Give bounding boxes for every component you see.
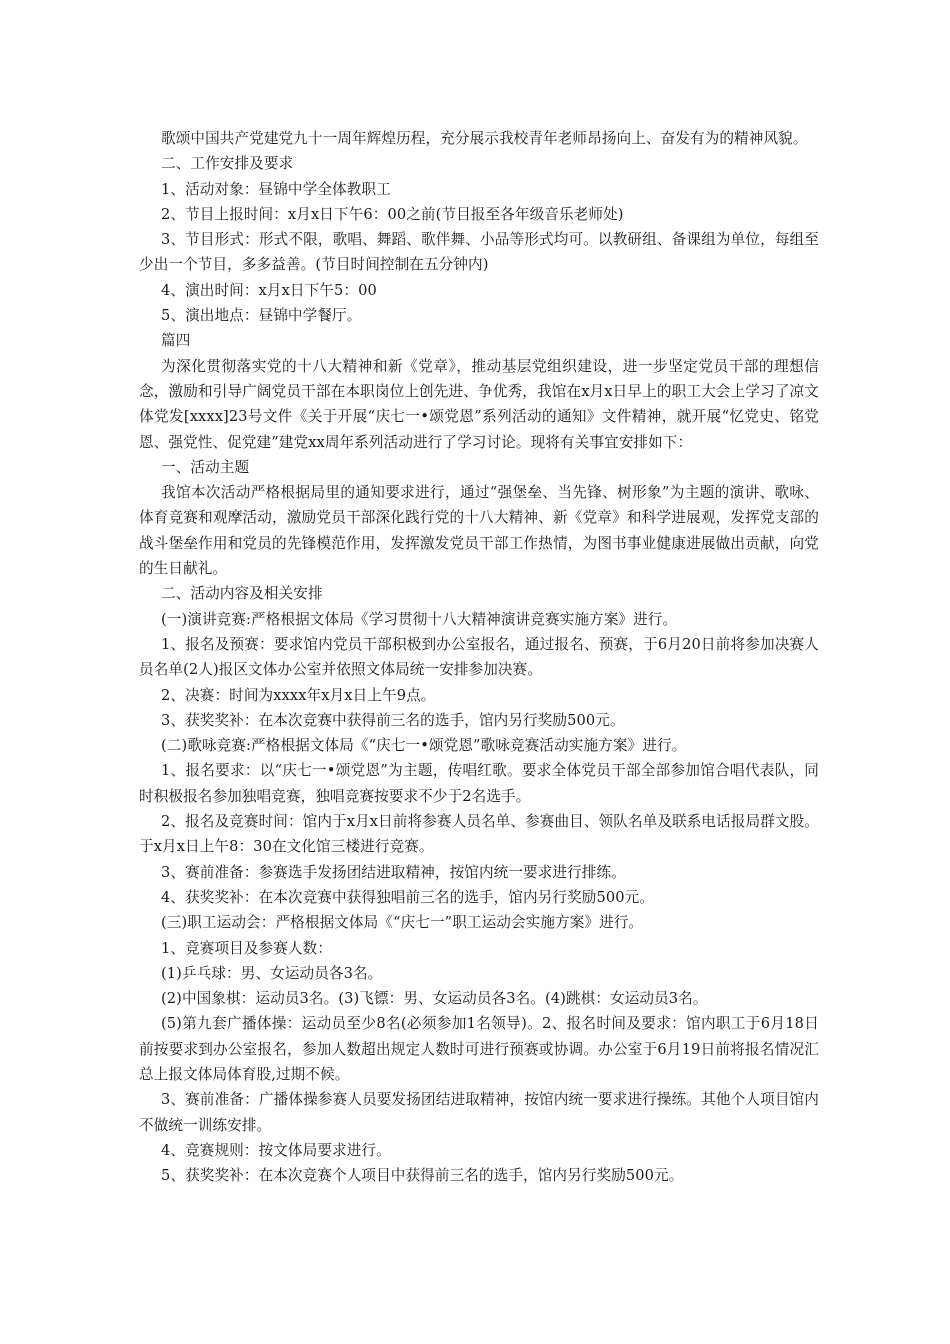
paragraph: 2、节目上报时间：x月x日下午6：00之前(节目报至各年级音乐老师处) xyxy=(161,205,624,223)
paragraph: 二、工作安排及要求 xyxy=(161,155,294,173)
paragraph: 歌颂中国共产党建党九十一周年辉煌历程，充分展示我校青年老师昂扬向上、奋发有为的精神风貌。 xyxy=(161,130,808,147)
paragraph: 一、活动主题 xyxy=(161,458,250,476)
paragraph: (1)乒乓球：男、女运动员各3名。 xyxy=(161,964,383,982)
paragraph: 为深化贯彻落实党的十八大精神和新《党章》，推动基层党组织建设，进一步坚定党员干部的理想信念，激励和引导广阔党员干部在本职岗位上创先进、争优秀，我馆在x月x日早上的职工大会上学习了凉文体党发[xxxx]23号文件《关于开展“庆七一•颂党恩”系列活动的通知》文件精神，就开展“忆党史、铭党恩、强党性、促党建”建党xx周年系列活动进行了学习讨论。现将有关事宜安排如下： xyxy=(139,357,819,451)
paragraph: 1、活动对象：昼锦中学全体教职工 xyxy=(161,180,391,198)
paragraph: 5、获奖奖补：在本次竞赛个人项目中获得前三名的选手，馆内另行奖励500元。 xyxy=(161,1167,684,1185)
paragraph: 4、获奖奖补：在本次竞赛中获得独唱前三名的选手，馆内另行奖励500元。 xyxy=(161,888,655,906)
paragraph: 篇四 xyxy=(161,332,191,350)
paragraph: 5、演出地点：昼锦中学餐厅。 xyxy=(161,307,362,325)
paragraph: 2、报名及竞赛时间：馆内于x月x日前将参赛人员名单、参赛曲目、领队名单及联系电话报局群文股。于x月x日上午8：30在文化馆三楼进行竞赛。 xyxy=(139,813,819,856)
paragraph: 1、报名要求：以“庆七一•颂党恩”为主题，传唱红歌。要求全体党员干部全部参加馆合唱代表队，同时积极报名参加独唱竞赛，独唱竞赛按要求不少于2名选手。 xyxy=(139,762,819,805)
paragraph: (三)职工运动会：严格根据文体局《“庆七一”职工运动会实施方案》进行。 xyxy=(161,914,644,932)
paragraph: 1、竞赛项目及参赛人数： xyxy=(161,939,333,957)
paragraph: 1、报名及预赛：要求馆内党员干部积极到办公室报名，通过报名、预赛，于6月20日前将参加决赛人员名单(2人)报区文体办公室并依照文体局统一安排参加决赛。 xyxy=(139,635,819,679)
document-body xyxy=(139,126,819,1188)
paragraph: 二、活动内容及相关安排 xyxy=(161,585,323,603)
paragraph: 3、赛前准备：广播体操参赛人员要发扬团结进取精神，按馆内统一要求进行操练。其他个人项目馆内不做统一训练安排。 xyxy=(139,1091,819,1134)
paragraph: 4、演出时间：x月x日下午5：00 xyxy=(161,281,377,299)
paragraph: 3、赛前准备：参赛选手发扬团结进取精神，按馆内统一要求进行排练。 xyxy=(161,863,626,881)
paragraph: (2)中国象棋：运动员3名。(3)飞镖：男、女运动员各3名。(4)跳棋：女运动员3名。 xyxy=(161,990,708,1008)
paragraph: (5)第九套广播体操：运动员至少8名(必须参加1名领导)。2、报名时间及要求：馆内职工于6月18日前按要求到办公室报名，参加人数超出规定人数时可进行预赛或协调。办公室于6月19日前将报名情况汇总上报文体局体育股,过期不候。 xyxy=(139,1015,819,1083)
paragraph: (二)歌咏竞赛:严格根据文体局《“庆七一•颂党恩”歌咏竞赛活动实施方案》进行。 xyxy=(161,737,687,755)
paragraph: 我馆本次活动严格根据局里的通知要求进行，通过“强堡垒、当先锋、树形象”为主题的演讲、歌咏、体育竞赛和观摩活动，激励党员干部深化践行党的十八大精神、新《党章》和科学进展观，发挥党支部的战斗堡垒作用和党员的先锋模范作用，发挥激发党员干部工作热情，为图书事业健康进展做出贡献，向党的生日献礼。 xyxy=(139,484,819,578)
paragraph: 2、决赛：时间为xxxx年x月x日上午9点。 xyxy=(161,686,436,704)
paragraph: 3、节目形式：形式不限，歌唱、舞蹈、歌伴舞、小品等形式均可。以教研组、备课组为单位，每组至少出一个节目，多多益善。(节目时间控制在五分钟内) xyxy=(139,231,819,274)
paragraph: 3、获奖奖补：在本次竞赛中获得前三名的选手，馆内另行奖励500元。 xyxy=(161,711,625,729)
paragraph: 4、竞赛规则：按文体局要求进行。 xyxy=(161,1141,391,1159)
paragraph: (一)演讲竞赛:严格根据文体局《学习贯彻十八大精神演讲竞赛实施方案》进行。 xyxy=(161,610,678,628)
